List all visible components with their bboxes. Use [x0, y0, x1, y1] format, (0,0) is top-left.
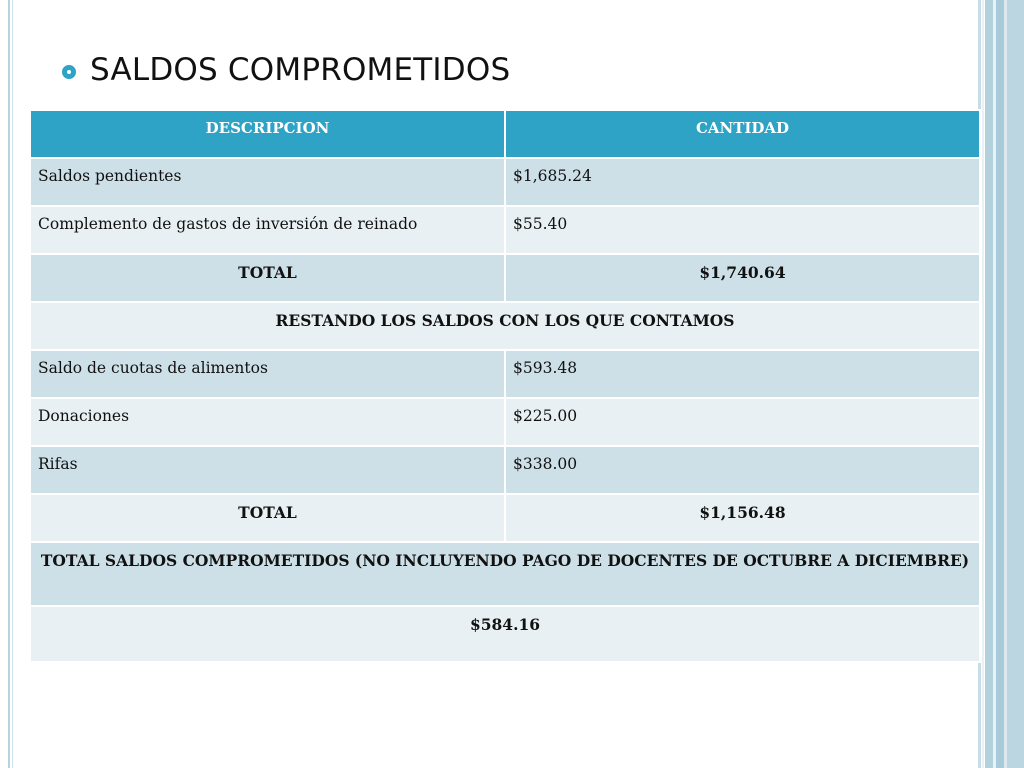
right-decorative-stripes	[978, 0, 1024, 768]
row-amount: $225.00	[505, 398, 980, 446]
grand-total-amount: $584.16	[30, 606, 980, 662]
row-amount: $338.00	[505, 446, 980, 494]
row-amount: $55.40	[505, 206, 980, 254]
total-label: TOTAL	[30, 254, 505, 302]
total-amount: $1,740.64	[505, 254, 980, 302]
section-heading: RESTANDO LOS SALDOS CON LOS QUE CONTAMOS	[30, 302, 980, 350]
table-row-section	[30, 302, 980, 350]
table-header-row	[30, 110, 980, 158]
table-row-grand-total-label	[30, 542, 980, 606]
row-description: Saldo de cuotas de alimentos	[30, 350, 505, 398]
left-border-line-inner	[12, 0, 13, 768]
total-label: TOTAL	[30, 494, 505, 542]
header-descripcion: DESCRIPCION	[30, 110, 505, 158]
balance-table	[29, 109, 981, 663]
left-border-line	[8, 0, 10, 768]
row-amount: $593.48	[505, 350, 980, 398]
table-row	[30, 446, 980, 494]
table-row	[30, 398, 980, 446]
total-amount: $1,156.48	[505, 494, 980, 542]
row-description: Rifas	[30, 446, 505, 494]
table-row	[30, 206, 980, 254]
row-amount: $1,685.24	[505, 158, 980, 206]
table-row	[30, 350, 980, 398]
slide-title	[62, 52, 510, 88]
table-row-total	[30, 254, 980, 302]
row-description: Donaciones	[30, 398, 505, 446]
row-description: Saldos pendientes	[30, 158, 505, 206]
row-description: Complemento de gastos de inversión de reinado	[30, 206, 505, 254]
table-row-grand-total	[30, 606, 980, 662]
slide-title-text: SALDOS COMPROMETIDOS	[90, 52, 511, 88]
table-row-total	[30, 494, 980, 542]
header-cantidad: CANTIDAD	[505, 110, 980, 158]
bullet-ring-icon	[62, 65, 76, 79]
grand-total-label: TOTAL SALDOS COMPROMETIDOS (NO INCLUYENDO PAGO DE DOCENTES DE OCTUBRE A DICIEMBRE)	[30, 542, 980, 606]
table-row	[30, 158, 980, 206]
